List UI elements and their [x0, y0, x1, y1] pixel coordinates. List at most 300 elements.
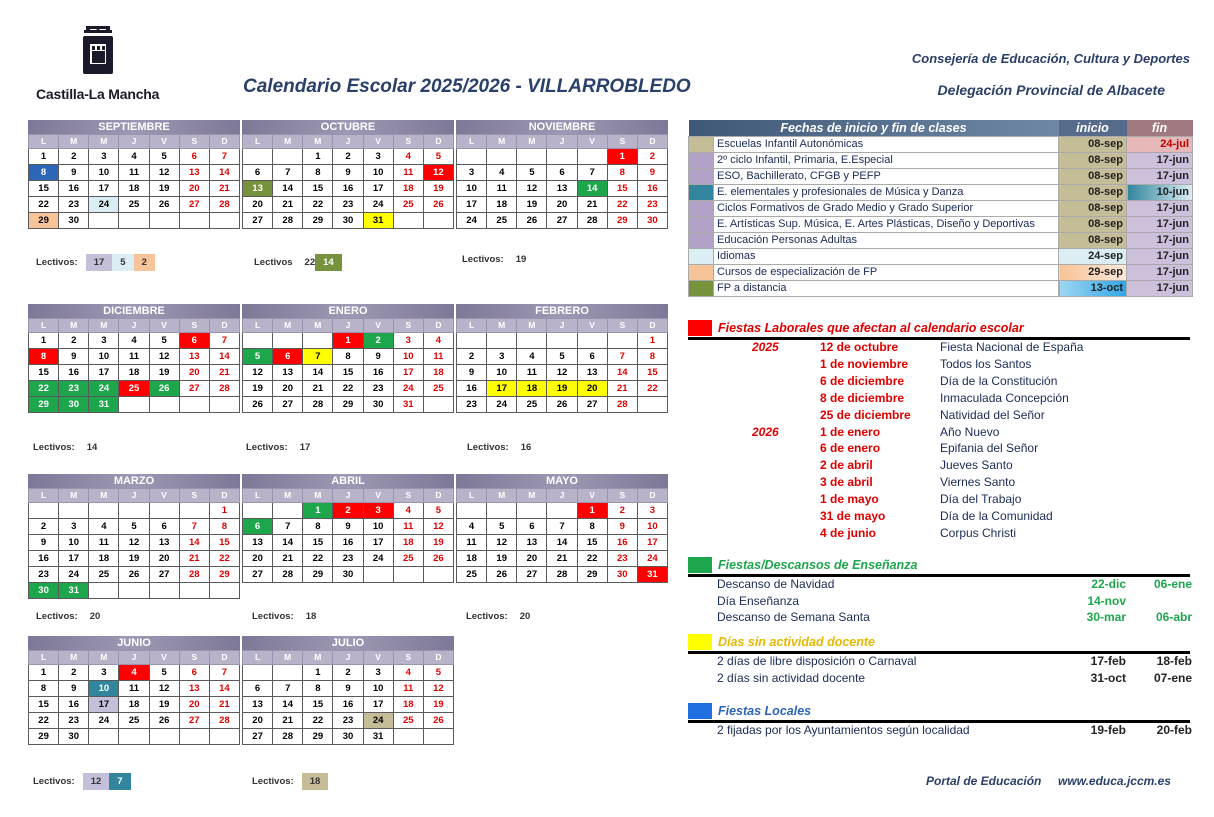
- day-cell: 23: [333, 197, 363, 213]
- day-cell: 16: [607, 535, 637, 551]
- start-date: 08-sep: [1059, 137, 1127, 153]
- day-cell: [517, 503, 547, 519]
- month-table: [28, 134, 240, 229]
- day-cell: 4: [423, 333, 453, 349]
- level-swatch: [689, 233, 714, 249]
- day-cell: 9: [363, 349, 393, 365]
- day-cell: 24: [393, 381, 423, 397]
- fechas-row: [689, 249, 1193, 265]
- day-cell: 10: [363, 165, 393, 181]
- item-name: 2 días de libre disposición o Carnaval: [717, 654, 917, 668]
- day-cell: 23: [59, 713, 89, 729]
- day-cell: 29: [29, 213, 59, 229]
- day-cell: 12: [423, 165, 453, 181]
- fiesta-date: 12 de octubre: [820, 340, 899, 354]
- day-cell: 1: [303, 503, 333, 519]
- weekday-header: D: [209, 651, 239, 665]
- day-cell: 25: [119, 381, 149, 397]
- day-cell: 16: [457, 381, 487, 397]
- fiesta-name: Jueves Santo: [940, 458, 1013, 473]
- weekday-header: L: [457, 135, 487, 149]
- footer-portal: Portal de Educación: [926, 774, 1042, 788]
- level-name: Educación Personas Adultas: [714, 233, 1059, 249]
- day-cell: 9: [59, 681, 89, 697]
- day-cell: 29: [577, 567, 607, 583]
- day-cell: 22: [577, 551, 607, 567]
- weekday-header: S: [179, 489, 209, 503]
- weekday-header: V: [149, 319, 179, 333]
- day-cell: [89, 503, 119, 519]
- day-cell: 21: [303, 381, 333, 397]
- day-cell: 11: [119, 681, 149, 697]
- fechas-table: [688, 120, 1193, 297]
- day-cell: 8: [209, 519, 239, 535]
- day-cell: 3: [363, 665, 393, 681]
- day-cell: 20: [243, 551, 273, 567]
- item-end: 07-ene: [1153, 670, 1192, 685]
- day-cell: 5: [149, 333, 179, 349]
- weekday-header: M: [59, 135, 89, 149]
- weekday-header: M: [517, 319, 547, 333]
- day-cell: 11: [119, 349, 149, 365]
- weekday-header: S: [179, 319, 209, 333]
- day-cell: 2: [607, 503, 637, 519]
- list-item: [717, 654, 1192, 668]
- day-cell: 21: [209, 697, 239, 713]
- day-cell: 23: [333, 713, 363, 729]
- day-cell: [517, 149, 547, 165]
- day-cell: 2: [363, 333, 393, 349]
- level-swatch: [689, 153, 714, 169]
- lectivos-summary: [462, 254, 526, 265]
- day-cell: 13: [149, 535, 179, 551]
- weekday-header: S: [393, 135, 423, 149]
- month-title: DICIEMBRE: [28, 304, 240, 318]
- month-junio: [28, 636, 240, 745]
- day-cell: 27: [243, 567, 273, 583]
- start-date: 29-sep: [1059, 265, 1127, 281]
- day-cell: 20: [273, 381, 303, 397]
- day-cell: 19: [149, 181, 179, 197]
- day-cell: 14: [209, 165, 239, 181]
- day-cell: [607, 333, 637, 349]
- day-cell: [577, 149, 607, 165]
- day-cell: 26: [119, 567, 149, 583]
- weekday-header: M: [273, 489, 303, 503]
- day-cell: 13: [273, 365, 303, 381]
- lectivos-summary: [252, 611, 316, 622]
- weekday-header: M: [273, 651, 303, 665]
- day-cell: 31: [363, 729, 393, 745]
- day-cell: 14: [209, 681, 239, 697]
- day-cell: 20: [243, 197, 273, 213]
- day-cell: [243, 149, 273, 165]
- day-cell: [209, 213, 239, 229]
- level-name: 2º ciclo Infantil, Primaria, E.Especial: [714, 153, 1059, 169]
- weekday-header: M: [89, 135, 119, 149]
- weekday-header: D: [423, 319, 453, 333]
- lectivos-count: 5: [112, 254, 133, 271]
- day-cell: 8: [577, 519, 607, 535]
- lectivos-summary: [254, 254, 342, 271]
- day-cell: [393, 567, 423, 583]
- footer-url[interactable]: www.educa.jccm.es: [1058, 774, 1171, 788]
- day-cell: 18: [89, 551, 119, 567]
- day-cell: 3: [89, 333, 119, 349]
- day-cell: 17: [59, 551, 89, 567]
- day-cell: 2: [59, 149, 89, 165]
- end-date: 10-jun: [1127, 185, 1193, 201]
- month-title: ABRIL: [242, 474, 454, 488]
- weekday-header: S: [179, 651, 209, 665]
- day-cell: 31: [89, 397, 119, 413]
- day-cell: 28: [547, 567, 577, 583]
- level-name: Idiomas: [714, 249, 1059, 265]
- day-cell: [209, 583, 239, 599]
- day-cell: [487, 503, 517, 519]
- day-cell: [149, 729, 179, 745]
- day-cell: 27: [179, 197, 209, 213]
- list-item: [717, 610, 1192, 624]
- lectivos-label: Lectivos:: [246, 442, 288, 453]
- day-cell: [209, 397, 239, 413]
- month-julio: [242, 636, 454, 745]
- day-cell: 5: [423, 149, 453, 165]
- month-title: FEBRERO: [456, 304, 668, 318]
- fiesta-date: 2 de abril: [820, 458, 873, 473]
- fiesta-date: 6 de diciembre: [820, 373, 905, 388]
- day-cell: [577, 333, 607, 349]
- weekday-header: L: [457, 489, 487, 503]
- day-cell: [149, 213, 179, 229]
- day-cell: 30: [333, 213, 363, 229]
- day-cell: 15: [333, 365, 363, 381]
- day-cell: 21: [577, 197, 607, 213]
- local-swatch: [688, 703, 712, 719]
- day-cell: [243, 665, 273, 681]
- day-cell: 10: [59, 535, 89, 551]
- day-cell: 29: [333, 397, 363, 413]
- day-cell: 5: [547, 349, 577, 365]
- day-cell: 18: [119, 181, 149, 197]
- day-cell: 13: [243, 535, 273, 551]
- weekday-header: J: [333, 135, 363, 149]
- day-cell: 20: [179, 365, 209, 381]
- day-cell: [119, 397, 149, 413]
- day-cell: 20: [149, 551, 179, 567]
- day-cell: 28: [273, 213, 303, 229]
- day-cell: 20: [179, 697, 209, 713]
- day-cell: 6: [179, 149, 209, 165]
- start-date: 24-sep: [1059, 249, 1127, 265]
- end-date: 17-jun: [1127, 169, 1193, 185]
- weekday-header: D: [423, 489, 453, 503]
- day-cell: 7: [303, 349, 333, 365]
- fechas-row: [689, 265, 1193, 281]
- day-cell: 1: [637, 333, 667, 349]
- start-date: 08-sep: [1059, 233, 1127, 249]
- day-cell: 25: [119, 197, 149, 213]
- day-cell: 18: [457, 551, 487, 567]
- day-cell: 19: [423, 697, 453, 713]
- day-cell: 7: [273, 519, 303, 535]
- day-cell: 26: [517, 213, 547, 229]
- day-cell: 13: [577, 365, 607, 381]
- month-table: [456, 318, 668, 413]
- level-name: E. elementales y profesionales de Música y Danza: [714, 185, 1059, 201]
- day-cell: 8: [637, 349, 667, 365]
- day-cell: 27: [243, 213, 273, 229]
- item-name: Día Enseñanza: [717, 593, 800, 608]
- day-cell: 7: [273, 165, 303, 181]
- day-cell: [423, 213, 453, 229]
- day-cell: 10: [89, 349, 119, 365]
- start-date: 08-sep: [1059, 185, 1127, 201]
- day-cell: [149, 583, 179, 599]
- day-cell: 28: [209, 197, 239, 213]
- day-cell: 16: [333, 697, 363, 713]
- weekday-header: L: [243, 135, 273, 149]
- level-name: ESO, Bachillerato, CFGB y PEFP: [714, 169, 1059, 185]
- day-cell: 10: [457, 181, 487, 197]
- weekday-header: V: [149, 489, 179, 503]
- consejeria-text: Consejería de Educación, Cultura y Deportes: [911, 51, 1190, 66]
- level-swatch: [689, 201, 714, 217]
- day-cell: 1: [29, 333, 59, 349]
- day-cell: 8: [303, 519, 333, 535]
- weekday-header: J: [333, 489, 363, 503]
- day-cell: 8: [607, 165, 637, 181]
- day-cell: 18: [393, 181, 423, 197]
- day-cell: 31: [637, 567, 667, 583]
- weekday-header: V: [149, 651, 179, 665]
- level-swatch: [689, 137, 714, 153]
- level-swatch: [689, 281, 714, 297]
- day-cell: 6: [179, 665, 209, 681]
- lectivos-count: 17: [299, 442, 311, 453]
- lectivos-count: 20: [519, 611, 531, 622]
- weekday-header: M: [89, 489, 119, 503]
- day-cell: 20: [517, 551, 547, 567]
- item-end: 20-feb: [1156, 723, 1192, 737]
- day-cell: 9: [333, 681, 363, 697]
- day-cell: 22: [607, 197, 637, 213]
- day-cell: 27: [179, 713, 209, 729]
- day-cell: 2: [333, 665, 363, 681]
- day-cell: 24: [89, 713, 119, 729]
- month-marzo: [28, 474, 240, 599]
- day-cell: 15: [577, 535, 607, 551]
- logo: [78, 26, 118, 84]
- day-cell: 27: [243, 729, 273, 745]
- day-cell: 3: [457, 165, 487, 181]
- day-cell: 18: [487, 197, 517, 213]
- day-cell: 24: [363, 713, 393, 729]
- day-cell: 9: [607, 519, 637, 535]
- day-cell: 15: [303, 535, 333, 551]
- lectivos-label: Lectivos:: [467, 442, 509, 453]
- day-cell: 26: [423, 197, 453, 213]
- level-swatch: [689, 217, 714, 233]
- day-cell: 14: [303, 365, 333, 381]
- descansos-title: Fiestas/Descansos de Enseñanza: [718, 558, 918, 572]
- day-cell: 29: [303, 729, 333, 745]
- fiesta-date: 6 de enero: [820, 441, 881, 456]
- day-cell: 26: [149, 197, 179, 213]
- lectivos-summary: [33, 442, 97, 453]
- day-cell: 8: [29, 165, 59, 181]
- weekday-header: J: [547, 135, 577, 149]
- day-cell: 28: [209, 381, 239, 397]
- end-date: 17-jun: [1127, 201, 1193, 217]
- day-cell: 14: [209, 349, 239, 365]
- day-cell: 21: [547, 551, 577, 567]
- weekday-header: V: [577, 489, 607, 503]
- fechas-row: [689, 217, 1193, 233]
- weekday-header: S: [607, 319, 637, 333]
- day-cell: 4: [517, 349, 547, 365]
- weekday-header: D: [209, 135, 239, 149]
- item-start: 17-feb: [1090, 654, 1126, 668]
- day-cell: 25: [393, 197, 423, 213]
- day-cell: 18: [119, 697, 149, 713]
- day-cell: 13: [179, 681, 209, 697]
- day-cell: 17: [637, 535, 667, 551]
- day-cell: 19: [423, 181, 453, 197]
- day-cell: 2: [59, 333, 89, 349]
- day-cell: [457, 333, 487, 349]
- weekday-header: M: [517, 135, 547, 149]
- weekday-header: M: [303, 135, 333, 149]
- level-swatch: [689, 185, 714, 201]
- day-cell: 8: [303, 165, 333, 181]
- day-cell: 15: [29, 697, 59, 713]
- day-cell: [423, 729, 453, 745]
- weekday-header: M: [59, 319, 89, 333]
- weekday-header: J: [119, 135, 149, 149]
- month-febrero: [456, 304, 668, 413]
- day-cell: 18: [119, 365, 149, 381]
- day-cell: 22: [303, 197, 333, 213]
- day-cell: 7: [547, 519, 577, 535]
- weekday-header: J: [119, 651, 149, 665]
- day-cell: 23: [59, 381, 89, 397]
- weekday-header: S: [393, 651, 423, 665]
- weekday-header: L: [29, 651, 59, 665]
- day-cell: 11: [423, 349, 453, 365]
- day-cell: 12: [423, 681, 453, 697]
- day-cell: 12: [119, 535, 149, 551]
- end-date: 17-jun: [1127, 217, 1193, 233]
- day-cell: 11: [487, 181, 517, 197]
- day-cell: 23: [457, 397, 487, 413]
- month-title: SEPTIEMBRE: [28, 120, 240, 134]
- day-cell: 29: [303, 567, 333, 583]
- day-cell: 24: [637, 551, 667, 567]
- day-cell: 24: [59, 567, 89, 583]
- fiesta-date: 1 de enero: [820, 424, 881, 439]
- day-cell: 11: [393, 519, 423, 535]
- day-cell: [179, 213, 209, 229]
- day-cell: 12: [149, 349, 179, 365]
- day-cell: [547, 333, 577, 349]
- day-cell: 5: [119, 519, 149, 535]
- day-cell: 7: [209, 149, 239, 165]
- day-cell: [457, 149, 487, 165]
- day-cell: 1: [29, 665, 59, 681]
- day-cell: [393, 729, 423, 745]
- day-cell: 5: [149, 149, 179, 165]
- day-cell: 4: [89, 519, 119, 535]
- day-cell: [547, 503, 577, 519]
- day-cell: 4: [119, 333, 149, 349]
- logo-text: Castilla-La Mancha: [36, 86, 160, 102]
- weekday-header: L: [243, 319, 273, 333]
- end-date: 24-jul: [1127, 137, 1193, 153]
- weekday-header: V: [363, 319, 393, 333]
- day-cell: [273, 665, 303, 681]
- day-cell: [637, 397, 667, 413]
- lectivos-label: Lectivos:: [462, 254, 504, 265]
- month-title: OCTUBRE: [242, 120, 454, 134]
- day-cell: 14: [273, 181, 303, 197]
- start-date: 08-sep: [1059, 201, 1127, 217]
- fechas-row: [689, 281, 1193, 297]
- lectivos-count: 16: [520, 442, 532, 453]
- descanso-swatch: [688, 557, 712, 573]
- day-cell: 18: [517, 381, 547, 397]
- fiesta-year: 2026: [752, 424, 779, 439]
- weekday-header: D: [209, 489, 239, 503]
- lectivos-count: 12: [83, 773, 110, 790]
- fiesta-date: 1 de mayo: [820, 492, 879, 507]
- day-cell: 6: [149, 519, 179, 535]
- weekday-header: M: [303, 489, 333, 503]
- weekday-header: M: [487, 135, 517, 149]
- day-cell: 3: [487, 349, 517, 365]
- day-cell: 30: [333, 729, 363, 745]
- day-cell: 30: [59, 397, 89, 413]
- fiesta-name: Corpus Christi: [940, 525, 1017, 540]
- sin-actividad-header: [688, 634, 875, 650]
- day-cell: 10: [393, 349, 423, 365]
- lectivos-label: Lectivos:: [252, 611, 294, 622]
- fiesta-name: Día de la Comunidad: [940, 509, 1053, 523]
- month-title: ENERO: [242, 304, 454, 318]
- page-title: Calendario Escolar 2025/2026 - VILLARROBLEDO: [243, 76, 691, 97]
- day-cell: 29: [29, 729, 59, 745]
- fechas-fin-header: fin: [1127, 120, 1193, 137]
- month-title: JUNIO: [28, 636, 240, 650]
- day-cell: 8: [29, 349, 59, 365]
- level-name: FP a distancia: [714, 281, 1059, 297]
- fechas-row: [689, 169, 1193, 185]
- fiesta-name: Epifania del Señor: [940, 441, 1039, 456]
- day-cell: [89, 729, 119, 745]
- day-cell: 15: [607, 181, 637, 197]
- weekday-header: J: [547, 319, 577, 333]
- day-cell: 12: [149, 681, 179, 697]
- day-cell: [119, 503, 149, 519]
- day-cell: 3: [363, 503, 393, 519]
- fiesta-name: Día del Trabajo: [940, 492, 1022, 507]
- weekday-header: M: [517, 489, 547, 503]
- lectivos-label: Lectivos:: [466, 611, 508, 622]
- day-cell: 14: [179, 535, 209, 551]
- end-date: 17-jun: [1127, 265, 1193, 281]
- day-cell: 2: [333, 503, 363, 519]
- day-cell: 16: [29, 551, 59, 567]
